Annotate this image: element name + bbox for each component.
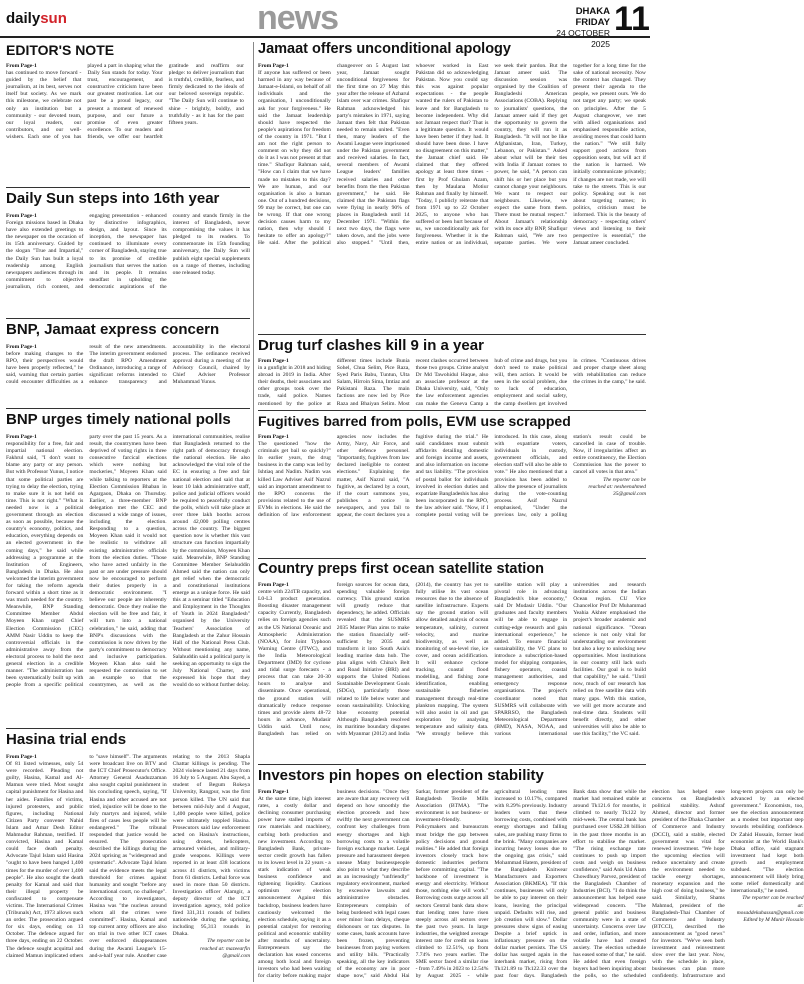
editors-note-body — [6, 63, 244, 183]
from-page-label: From Page-1 — [258, 789, 289, 795]
divider — [258, 764, 646, 765]
page-number: 11 — [614, 0, 650, 38]
fugitives-headline: Fugitives barred from polls, EVM use scrapped — [258, 413, 571, 429]
from-page-label: From Page-1 — [6, 213, 37, 219]
byline: reached at: mazeearfin — [200, 945, 250, 952]
byline: The reporter can be — [603, 476, 646, 483]
column-rule — [253, 42, 254, 982]
daily-sun-logo — [6, 10, 67, 27]
divider — [6, 187, 250, 188]
bnp-urges-headline: BNP urges timely national polls — [6, 411, 231, 428]
section-title: news — [257, 0, 339, 37]
drug-turf-headline: Drug turf clashes kill 9 in a year — [258, 337, 484, 354]
dateline — [540, 6, 610, 50]
byline: The reporter can be — [207, 938, 250, 945]
bnp-urges-body — [6, 434, 250, 724]
jamaat-headline: Jamaat offers unconditional apology — [258, 41, 511, 57]
drug-turf-body — [258, 358, 646, 408]
article-text: before making changes to the RPO, their perspectives would have been properly reflected," he said, warning that certain parties could encounter difficulties as a result of the new amendments. The interim government endorsed the draft RPO Amendment Ordinance, introducing a range of significant reforms intended to enhance transparency and accountability in the electoral process. The ordinance received approval during a meeting of the Advisory Council, chaired by Chief Adviser Professor Muhammad Yunus. — [6, 344, 250, 386]
article-text: Of 81 listed witnesses, only 54 were recorded. Pleading not guilty, Hasina, Kamal and Al-Mamun were tried. Most sought capital punishment for Hasina and her aides. Families of victims, injured protesters, and public figures, including National Citizen Party convener Nahid Islam and Amar Desh Editor Mahmudur Rahman, testified. If convicted, Hasina and Kamal could face death penalty. Advocate Tajul Islam said Hasina "ought to have been hanged 1,400 times for the murder of over 1,400 people". He also sought the death penalty for Kamal and said that their illegal property be confiscated to compensate victims. The International Crimes (Tribunals) Act, 1973 allows such an order. The prosecution argued for six days, ending on 13 October. The defence argued for three days, ending on 22 October. The defence sought acquittal and claimed Mamun implicated others to "save himself". The arguments were broadcast live on BTV and the ICT Chief Prosecutor's Office. Attorney General Asaduzzaman also sought capital punishment in his concluding speech, saying, "If Hasina and other accused are not tried, injustice will be done to the July martyrs and injured, while fires of cases less people will be endangered." The tribunal responded that justice would be ensured. The prosecution described the killings during the 2024 uprising as "widespread and systematic". Advocate Tajul Islam said the evidence meets the legal threshold for crimes against humanity and sought "before any international court, no challenge". According to investigators, Hasina was "the nucleus around whom all the crimes were committed". Hasina, Kamal and top current army officers are also on trial in two other ICT cases over enforced disappearances during the Awami League's 15-and-a-half year rule. Another case relating to the 2013 Shapla Chattar killings is pending. The 2024 violence lasted 21 days from 16 July to 5 August. Abu Sayed, a student of Begum Rokeya University, Rangpur, was the first person killed. The UN said that between mid-July and 4 August, 1,400 people were killed, police were ultimately toppled Hasina. Prosecutors said law enforcement acted on Hasina's instructions, using drones, helicopters, armoured vehicles, and military-grade weapons. Killings were reported in at least 438 locations across 41 districts, with victims from 61 districts. Lethal force was used in more than 50 districts. Investigation officer Alamgir, a deputy director of the ICT investigation agency, told police fired 331,311 rounds of bullets nationwide during the uprising, including 95,313 rounds in Dhaka. — [6, 754, 250, 959]
dateline-date: 24 OCTOBER 2025 — [556, 28, 610, 49]
article-text: Foreign missions based in Dhaka have also extended greetings to the newspaper on the occasion of its 15th anniversary. Guided by the slogan "True and Impartial," the Daily Sun has built a loyal readership among English newspapers audiences through its commitment to objective journalism, rich content, and engaging presentation - enhanced by distinctive infographics, design, and layout. Since its inception, the newspaper has continued to illuminate every corner of Bangladesh, staying true to its promise of credible journalism that serves the nation and its people. It remains steadfast in upholding the democratic aspirations of the country and stands firmly in the interest of Bangladesh, never compromising the values it has pledged to its readers. To commemorate its 15th founding anniversary, the Daily Sun will publish eight special supplements on a range of themes, including one released today. — [6, 213, 250, 290]
article-text: centre with 224TB capacity, and L0-L3 product generation. Boosting disaster management capacity Currently, Bangladesh relies on foreign agencies such as the US National Oceanic and Atmospheric Administration (NOAA), for Joint Typhoon Warning Centre (JTWC), and the India Meteorological Department (IMD) for cyclone and tidal surge forecasts - a process that can take 20-30 hours to analyse and disseminate. Once operational, the ground station will dramatically reduce response times and provide alerts 48-72 hours in advance, Mudasir Uddin said. Until now, Bangladesh has relied on foreign sources for ocean data, spending valuable foreign currency. This ground station will greatly reduce that dependency, he added. Officials revealed that the SUSMRS 2035 Master Plan aims to make the station financially self-sufficient by 2035 and transform it into South Asia's leading marine data hub. The plan aligns with China's Belt and Road Initiative (BRI) and supports the United Nations Sustainable Development Goals (SDGs), particularly those related to life below water and ocean sustainability. Unlocking blue economy potential Although Bangladesh resolved its maritime boundary disputes with Myanmar (2012) and India (2014), the country has yet to fully utilise its vast ocean resources due to the absence of satellite infrastructure. Experts say the ground station will allow detailed analysis of ocean temperature, salinity, current velocity, and marine biodiversity, as well as monitoring of sea-level rise, ice cover, and ocean acidification. It will enhance cyclone tracking, coastal flood modelling, and fishing zone identification, enabling sustainable fisheries management through real-time plankton mapping. The system will also assist in oil and gas exploration by analysing temperature and salinity data. "We strongly believe this satellite station will play a pivotal role in advancing Bangladesh's blue economy," said Dr Mudasir Uddin. "Our graduates and faculty members will be able to engage in cutting-edge research and gain international experience," he added. To ensure financial sustainability, the VC plans to introduce a subscription-based model for shipping companies, fishery operators, coastal management authorities, and emergency response organisations. The project's coordinator noted that SUSMRS will collaborate with SPARRSO, the Bangladesh Meteorological Department (BMD), NASA, NOAA, and various international universities and research institutions across the Indian Ocean region. CU Vice Chancellor Prof Dr Muhammad Yeahia Akhter emphasised the project's broader academic and national significance. "Ocean science is not only vital for understanding our environment but also a key to unlocking new opportunities. Most institutions in our country still lack such facilities. Our goal is to build that capability," he said. "Until now, much of our research has relied on free satellite data with many gaps. With this station, we will get more accurate and real-time data. Students will benefit directly, and other universities will also be able to use this facility," the VC said. — [258, 582, 646, 737]
from-page-label: From Page-1 — [6, 754, 37, 760]
from-page-label: From Page-1 — [6, 434, 37, 440]
from-page-label: From Page-1 — [258, 582, 289, 588]
article-text: in a gunfight in 2018 and hiding abroad in 2019 in India. After their deaths, their associates and other groups took over the trade, said police. Names mentioned by the police at different times include Bunia Sohel, Chua Selim, Pice Raza, Syed Paris Babu, Tuntun, Ulta Salam, Hirroin Sima, Imtiaz and Pakistani Raza. The main factions are now led by Pice Raza and Bhaiyan Selim. Most recent clashes occurred between those two groups. Crime analyst Dr Md Tawohidul Haque, also an associate professor at the Dhaka University, said, "Only the law enforcement agencies can make the Geneva Camp a hub of crime and drugs, but you don't need to make political will, then action. It would be seen in the social problem, due to lack of education, employment and social safety, the camp dwellers get involved in crimes. "Continuous drives and proper charge sheet along with rehabilitation can reduce the crimes in the camp," he said. — [258, 358, 646, 407]
divider — [6, 408, 250, 409]
byline: The reporter can be reached — [742, 895, 804, 902]
daily-sun-body — [6, 213, 250, 314]
article-text: If anyone has suffered or been harmed in any way because of Jamaat-e-Islami, on behalf of all individuals and the organisation, I unconditionally ask for your forgiveness." He said the Jamaat leadership should have respected the people's aspirations for freedom of the country in 1971. "But I am not the right person to comment on why they did not do it as I was not present at that time." Shafiqur Rahman said, "How can I claim that we have made no mistakes to this day? We are human, and our organisation is also a human one. Out of a hundred decisions, 99 may be correct, but one can be wrong. If that one wrong decision causes harm to my nation, then why should I hesitate to offer an apology?" He said. After the political changeover on 5 August last year, Jamaat sought unconditional forgiveness for the first time on 27 May this year after the release of Azharul Islam over war crimes. Shafiqur Rahman acknowledged his party's mistakes in 1971, saying Jamaat then felt that Pakistan needed to remain united. "Even then, many leaders of the Awami League were imprisoned under the Pakistan government and received salaries. In fact, several members of Awami League leaders' families received salaries and other benefits from the then Pakistan government," he said. He claimed that the Pakistan flags were flying in nearly 90% of places in Bangladesh until 14 December 1971. "Within the next two days, the flags were taken down, and the jobs were also stopped." "Until then, whoever worked in East Pakistan did so acknowledging Pakistan. Now you could say this was against popular expectations - the people wanted the rulers of Pakistan to leave and for Bangladesh to become independent. Why did not Jamaat respect that? That is a legitimate question. It would have been better if they had. It should have been done. I have no disagreement on this matter," the Jamaat chief said. He claimed that they offered apology at least three times - first by Prof Ghulam Azam, then by Maulana Motiur Rahman and finally by himself. "Today, I publicly reiterate that from 1971 up to 22 October 2025, to anyone who has suffered or been hurt because of us, we unconditionally ask for forgiveness. Whether it is the entire nation or an individual, we seek their pardon. But the Jamaat ameer said. The discussion session was organised by the Coalition of Bangladeshi American Associations (COBA). Replying to journalists' questions, the Jamaat ameer said if they get the opportunity to govern the country, they will run it as Bangladesh. "It will not be like Afghanistan, Iran, Turkey, Lebanon, or Pakistan." Asked about what will be their ties with India if Jamaat comes to power, he said, "A person can shift his or her place but you cannot change your neighbours. We want to respect our neighbours. Likewise, we expect the same from them. There must be mutual respect." About Jamaat's relationship with its once ally BNP, Shafiqur Rahman said, "We are two separate parties. We were together for a long time for the sake of national necessity. Now the context has changed. They present their agenda to the people, we present ours. We do not target any party; we speak on principles. After the 5 August changeover, we met with allied organisations and emphasised responsible action, avoiding moves that could harm the nation." "We still fully support good actions from opposition seats, but will act if the nation is harmed. We initially communicate privately; if changes are not made, we will take to the streets. This is our policy. Speaking out is not about targeting names; in politics, criticism must be informed. This is the beauty of democracy - respecting others' views and listening to their perspective is essential," the Jamaat ameer concluded. — [258, 63, 646, 247]
divider — [258, 334, 646, 335]
divider — [258, 558, 646, 559]
article-text: has continued to move forward - guided by the belief that journalism, at its best, serves not itself but society. As we mark this milestone, we celebrate not only an institution but a community - our devoted team, our loyal readers, our contributors, and our well-wishers. Each one of you has played a part in shaping what the Daily Sun stands for today. Your trust, encouragement, and constructive criticism have been our greatest motivation. Let our past be a proud legacy, our present a moment of renewed purpose, and our future a promise of even greater excellence. To our readers and friends, we offer our heartfelt gratitude and reaffirm our pledge: to deliver journalism that is truthful, credible, fearless, and firmly dedicated to the ideals of our beloved sovereign republic. "The Daily Sun will continue to shine - brightly, boldly, and truthfully - as it has for the past fifteen years. — [6, 63, 244, 140]
bnp-jamaat-body — [6, 344, 250, 404]
satellite-body — [258, 582, 646, 762]
editors-note-headline: EDITOR'S NOTE — [6, 42, 115, 58]
dateline-day: DHAKA FRIDAY — [575, 6, 610, 28]
investors-body — [258, 789, 804, 981]
byline: reached at: nesheenahmed 35@gmail.com — [588, 483, 646, 497]
from-page-label: From Page-1 — [6, 344, 37, 350]
logo-main: daily — [6, 10, 41, 27]
jamaat-body — [258, 63, 646, 330]
divider — [258, 410, 646, 411]
byline: at: mosaddekuhassan@gmail.com — [736, 902, 804, 916]
article-text: The questioned "how the criminals get bail so quickly?" In earlier years, the drug business in the camp was led by Ishtiaq and Nadim. Nadim was killed Law Adviser Asif Nazrul said an important amendment to the RPO concerns the provisions related to the use of EVMs in elections. He said the definition of law enforcement agencies now includes the Army, Navy, Air Force, and other defence personnel. "Importantly, fugitives from law declared ineligible to contest elections." Explaining the matter, Asif Nazrul said, "A fugitive, as declared by a court, if the court summons you, publishes a notice in newspapers, and you fail to appear, the court declares you a fugitive during the trial." He said candidates must submit affidavits detailing domestic and foreign income and assets, and also information on income and tax liability. "The provision of postal ballot for individuals involved in election duties and expatriate Bangladeshis has also been incorporated in the RPO, the law adviser said. "Now, if I complete postal voting will be introduced. In this case, along with expatriate voters, individuals in custody, government officials, and election staff will also be able to vote." He also mentioned that a provision has been added to allow the presence of journalists during the vote-counting process. Asif Nazrul emphasised, "Under the previous law, only a polling station's result could be cancelled in case of trouble. Now, if irregularities affect an entire constituency, the Election Commission has the power to cancel all votes in that area." — [258, 434, 646, 519]
investors-headline: Investors pin hopes on election stability — [258, 767, 544, 784]
hasina-headline: Hasina trial ends — [6, 731, 127, 748]
article-text: responsibility for a free, fair and impartial national election. Fakhrul said, "I don't want to blame any party or any person. But with Professor Yunus, I notice that some political parties are trying to delay the election, trying to make sure it is not held on time. This is not right." "What is needed now is a political government through an election as soon as possible, because the country's economy, politics, and education, everything depends on an elected government in the coming days," he said while addressing a programme at the Institution of Engineers, Bangladesh in Dhaka. He also welcomed the interim government for taking the reform agenda forward within a short time as it was much needed for the country. Meanwhile, BNP Standing Committee Member Abdul Moyeen Khan urged Chief Election Commission (CEC) AMM Nasir Uddin to keep the controversial officials in the administrative away from the electoral process to hold the next general election in a credible manner. "The administration has been systematically built up with people from a specific political party over the past 15 years. As a result, the countrymen have been deprived of voting rights in three consecutive farcical elections which were nothing but mockeries," Moyeen Khan said while talking to reporters at the Election Commission Bhaban in Agargaon, Dhaka on Thursday. Earlier, a three-member BNP delegation met the CEC and discussed a wide range of issues, including the election. Responding to a question, Moyeen Khan said it would not be realistic to withdraw all existing administrative officials from the election duties. "Those who have acted unfairly in the past or are under pressure should now be encouraged to perform their duties properly in a democratic environment. "I believe our people are inherently democratic. Once they realise the election will be free and fair, it will turn into a national celebration," he said, adding that BNP's discussions with the commission is now driven by the party's commitment to democracy and inclusive participation. Moyeen Khan also said he requested the commission to set an example so that the countrymen, as well as the international communities, realise that Bangladesh returned to the right path of democracy through the national election. He also acknowledged the vital role of the EC in ensuring a free and fair national election and said that at least 10 lakh administrative staff, police and judicial officers would be required to peacefully conduct the polls, which will take place at over three lakh booths across around 42,000 polling centres across the country. The biggest question now is whether this vast structure can function impartially by the commission, Moyeen Khan said. Meanwhile, BNP Standing Committee Member Selahuddin Ahmed said the nation can only get relief when the democratic and constitutional institutions emerge as a unique force. He said this at a seminar titled "Education and Employment in the Thoughts of Youth in 2024 Bangladesh" organised by the University Teachers' Association of Bangladesh at the Zahur Hossain Hall of the National Press Club. Without mentioning any name, Salahuddin said a political party is seeking an opportunity to sign the July National Charter, and expressed his hope that they would do so without further delay. — [6, 434, 250, 689]
from-page-label: From Page-1 — [6, 63, 37, 69]
hasina-body — [6, 754, 250, 981]
divider — [6, 318, 250, 319]
from-page-label: From Page-1 — [258, 358, 289, 364]
bnp-jamaat-headline: BNP, Jamaat express concern — [6, 321, 220, 338]
from-page-label: From Page-1 — [258, 63, 289, 69]
daily-sun-headline: Daily Sun steps into 16th year — [6, 190, 220, 207]
from-page-label: From Page-1 — [258, 434, 289, 440]
fugitives-body — [258, 434, 646, 556]
byline: @gmail.com — [222, 952, 250, 959]
satellite-headline: Country preps first ocean satellite station — [258, 561, 545, 577]
logo-accent: sun — [40, 10, 67, 27]
article-text: At the same time, high interest rates, a costly dollar and declining consumer purchasing power have stalled imports of raw materials and machinery, curbing both production and new investment. According to Bangladesh Bank, private-sector credit growth has fallen to its lowest level in 22 years - a stark indication of weak business confidence and tightening liquidity. Cautious optimism over election announcement Against this backdrop, business leaders have cautiously welcomed the election schedule, saying it as a potential catalyst for restoring political and economic stability after months of uncertainty. Entrepreneurs say the declaration has eased concerns among both local and foreign investors who had been waiting for clarity before making major business decisions. "Once they are aware that any recovery will depend on how smoothly the election proceeds and how swiftly the next government can confront key challenges from energy shortages and high borrowing costs to a volatile foreign exchange market. Legal pressure and harassment deepen unease Many businesspeople also point to what they describe as an increasingly "unfriendly" regulatory environment, marked by excessive lawsuits and administrative obstacles. Entrepreneurs complain of being burdened with legal cases over minor loan delays, cheque dishonours or tax disputes. In some cases, bank accounts have been frozen, preventing businesses from paying workers and utility bills. "Practically speaking, all the key indicators of the economy are in poor shape now," said Abdul Hai Sarkar, former president of the Bangladesh Textile Mills Association (BTMA). "The environment is not business- or investment-friendly. Policymakers and bureaucrats must bridge the gap between policy decisions and ground realities." He added that foreign investors closely track how domestic industries perform before committing capital. "The backbone of investment is energy and electricity. Without those, nothing else will work." Borrowing costs surge across all sectors Central bank data show that lending rates have risen steeply across all sectors over the past two years. In large industries, the weighted average interest rate for credit on loans climbed to 12.51%, up from 7.74% two years earlier. The SME sector faced a similar rise - from 7.49% in 2023 to 12.54% by August 2025 - while agricultural lending rates increased to 10.17%, compared with 8.29% previously. Industry leaders warn that these borrowing costs, combined with energy shortages and falling sales, are pushing many firms to the brink. "Many companies are incurring heavy losses due to the ongoing gas crisis," said Mohammad Hatem, president of the Bangladesh Knitwear Manufacturers and Exporters Association (BKMEA). "If this continues, businesses will only be able to pay interest on their loans, leaving the principal unpaid. Defaults will rise, and job creation will slow." Dollar pressures show signs of easing Despite a brief uptick in inflationary pressure on the dollar market persists. The US dollar has surged again in the interbank market, rising from Tk121.89 to Tk122.33 over the past four days. Bangladesh Bank data show that while the market had remained stable at around Tk121.6 for months, it climbed to nearly Tk122 by mid-week. The central bank has purchased over US$2.28 billion in the past three months in an effort to stabilise the market. "The rising exchange rate continues to push up import costs and weigh on business confidence," said Anis Ud Alam Chowdhury Parvez, president of the Bangladesh Chamber of Industries (BCI). "I do think the announcement has helped ease widespread concern. "The general public and business community were in a state of uncertainty. Concerns over law and order, inflation, and more volatile have had created anxiety. The election schedule has eased some of that," he said. He added that even foreign buyers had been inquiring about the polls, so the scheduled election has helped ease concerns on Bangladesh's political stability. Ashraf Ahmed, director and former president of the Dhaka Chamber of Commerce and Industry (DCCI), said a stable, elected government was vital for renewed investment. "We hope the upcoming election will reduce uncertainty and create the environment needed to tackle energy shortages, monetary expansion and the high cost of doing business," he said. Similarly, Shams Mahmud, president of the Bangladesh-Thai Chamber of Commerce and Industry (BTCCI), described the announcement as "good news" for investors. "We've seen both investment and reinvestment slow over the last year. Now, with the schedule in place, businesses can plan more confidently. Infrastructure and long-term projects can only be advanced by an elected government." Economists, too, see the election announcement as a modest but important step towards rebuilding confidence. Dr Zahid Hussain, former lead economist at the World Bank's Dhaka office, said stagnant investment had kept both growth and employment subdued. "The election announcement will likely bring some relief domestically and internationally," he noted. — [258, 789, 804, 980]
edited-by: Edited by M Munir Hossain — [743, 916, 804, 923]
divider — [6, 728, 250, 729]
